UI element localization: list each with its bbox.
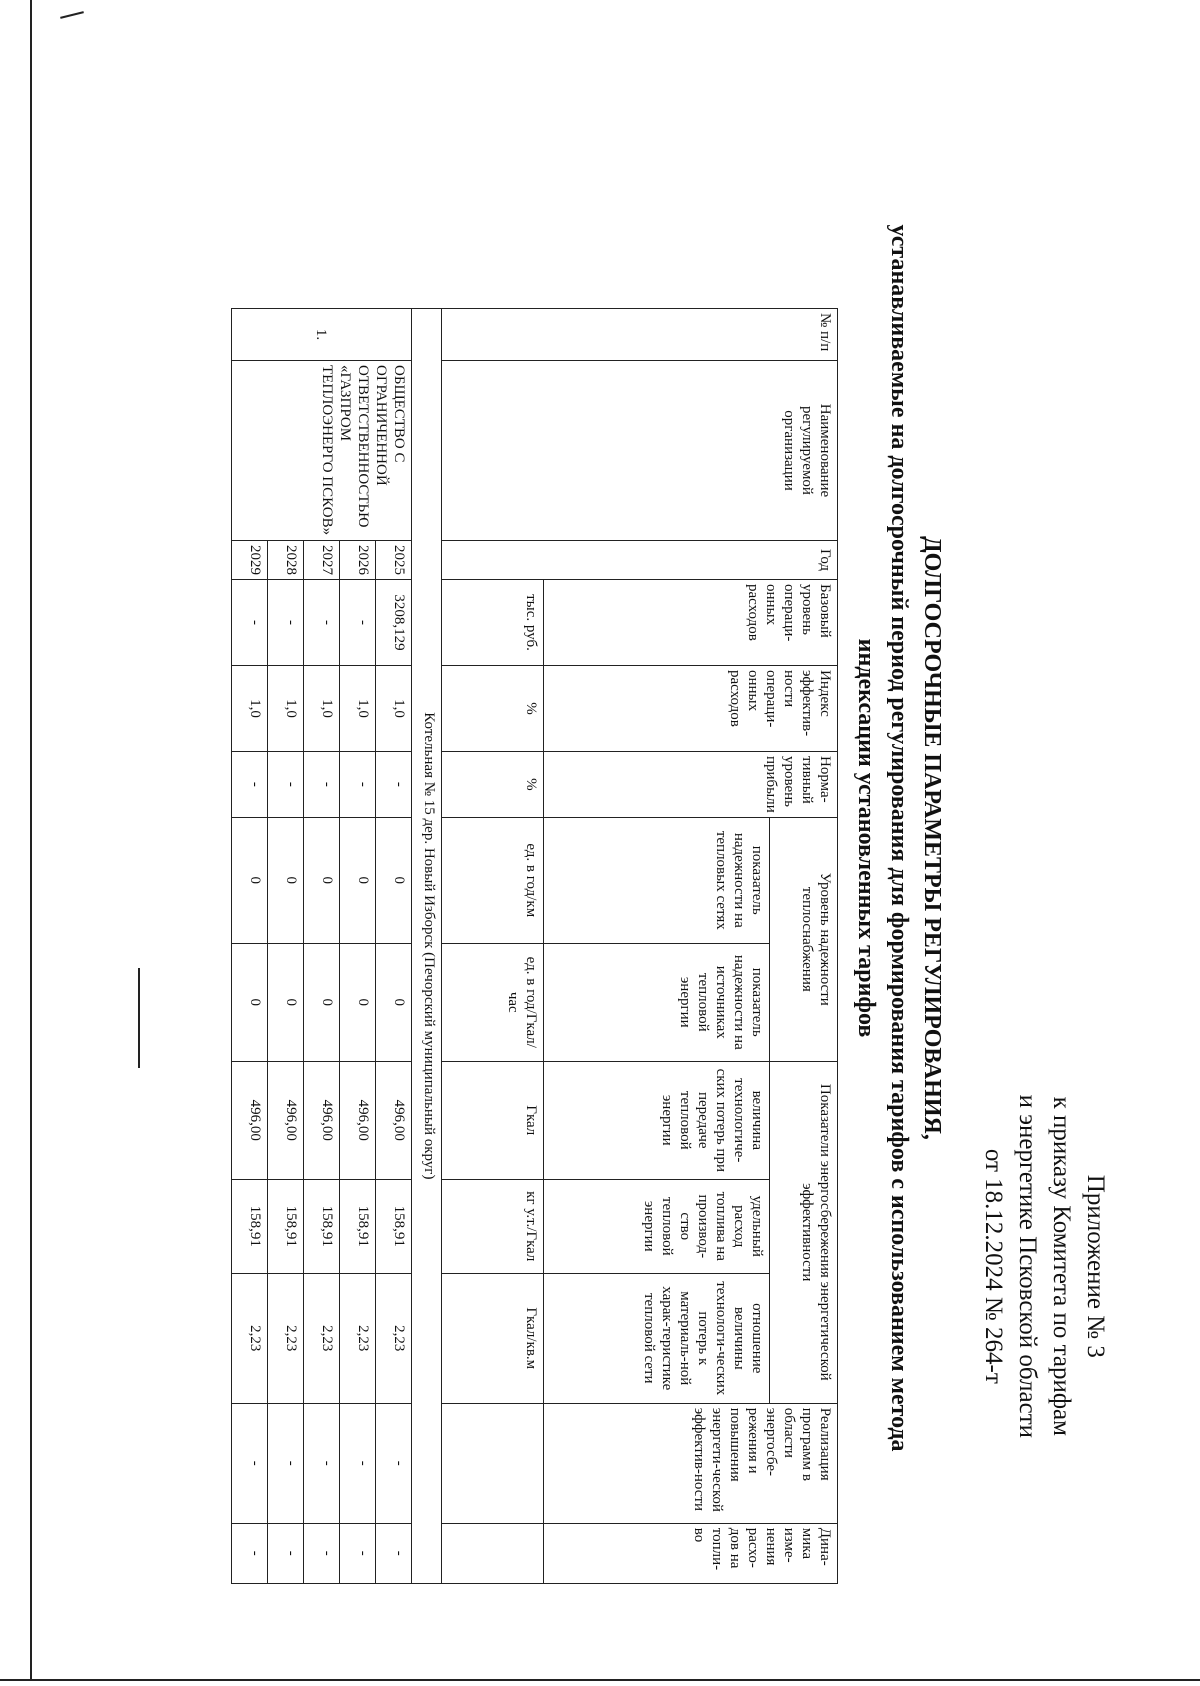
cell-losses: 496,00 <box>232 1061 268 1179</box>
cell-year: 2028 <box>268 541 304 580</box>
cell-loss-ratio: 2,23 <box>232 1273 268 1403</box>
col-header-fuel: удельный расход топлива на производ-ство тепловой энергии <box>544 1179 770 1273</box>
cell-profit: - <box>304 752 340 818</box>
parameters-table <box>231 308 838 1584</box>
unit-base-costs: тыс. руб. <box>442 580 544 666</box>
section-row <box>412 309 442 1584</box>
cell-profit: - <box>376 752 412 818</box>
cell-base-costs: 3208,129 <box>376 580 412 666</box>
section-title: Котельная № 15 дер. Новый Изборск (Печорский муниципальный округ) <box>412 309 442 1584</box>
cell-losses: 496,00 <box>268 1061 304 1179</box>
col-header-efficiency-index: Индекс эффектив-ности операци-онных расходов <box>544 666 838 752</box>
cell-fuel: 158,91 <box>304 1179 340 1273</box>
cell-loss-ratio: 2,23 <box>376 1273 412 1403</box>
unit-dynamics <box>442 1523 544 1583</box>
appendix-line: от 18.12.2024 № 264-т <box>980 1148 1007 1384</box>
unit-reliability-networks: ед. в год/км <box>442 817 544 943</box>
cell-year: 2026 <box>340 541 376 580</box>
title-line: ДОЛГОСРОЧНЫЕ ПАРАМЕТРЫ РЕГУЛИРОВАНИЯ, <box>919 536 945 1140</box>
cell-losses: 496,00 <box>304 1061 340 1179</box>
unit-profit: % <box>442 752 544 818</box>
cell-programs: - <box>268 1403 304 1523</box>
cell-fuel: 158,91 <box>232 1179 268 1273</box>
col-header-dynamics: Дина-мика изме-нения расхо-дов на топли-во <box>544 1523 838 1583</box>
cell-year: 2027 <box>304 541 340 580</box>
cell-base-costs: - <box>304 580 340 666</box>
cell-year: 2029 <box>232 541 268 580</box>
cell-reliability-networks: 0 <box>268 817 304 943</box>
cell-efficiency-index: 1,0 <box>376 666 412 752</box>
cell-losses: 496,00 <box>376 1061 412 1179</box>
appendix-line: и энергетике Псковской области <box>1014 1094 1041 1438</box>
cell-reliability-networks: 0 <box>376 817 412 943</box>
row-number: 1. <box>232 309 412 361</box>
cell-efficiency-index: 1,0 <box>232 666 268 752</box>
col-header-energy: Показатели энергосбережения энергетической эффективности <box>770 1061 838 1403</box>
appendix-line: Приложение № 3 <box>1082 1174 1109 1358</box>
cell-dynamics: - <box>304 1523 340 1583</box>
cell-base-costs: - <box>268 580 304 666</box>
cell-reliability-sources: 0 <box>304 943 340 1061</box>
unit-fuel: кг у.т./Гкал <box>442 1179 544 1273</box>
col-header-num: № п/п <box>442 309 838 361</box>
cell-profit: - <box>268 752 304 818</box>
cell-reliability-networks: 0 <box>232 817 268 943</box>
title-line: индексации установленных тарифов <box>853 638 879 1038</box>
col-header-reliability: Уровень надежности теплоснабжения <box>770 817 838 1061</box>
cell-base-costs: - <box>232 580 268 666</box>
cell-efficiency-index: 1,0 <box>304 666 340 752</box>
cell-reliability-sources: 0 <box>376 943 412 1061</box>
cell-loss-ratio: 2,23 <box>340 1273 376 1403</box>
header-row <box>770 309 838 1584</box>
unit-loss-ratio: Гкал/кв.м <box>442 1273 544 1403</box>
cell-base-costs: - <box>340 580 376 666</box>
unit-efficiency-index: % <box>442 666 544 752</box>
col-header-reliability-sources: показатель надежности на источниках тепловой энергии <box>544 943 770 1061</box>
cell-programs: - <box>232 1403 268 1523</box>
col-header-reliability-networks: показатель надежности на тепловых сетях <box>544 817 770 943</box>
cell-reliability-networks: 0 <box>340 817 376 943</box>
col-header-year: Год <box>442 541 838 580</box>
cell-profit: - <box>232 752 268 818</box>
cell-efficiency-index: 1,0 <box>268 666 304 752</box>
cell-loss-ratio: 2,23 <box>268 1273 304 1403</box>
cell-fuel: 158,91 <box>268 1179 304 1273</box>
cell-programs: - <box>340 1403 376 1523</box>
cell-loss-ratio: 2,23 <box>304 1273 340 1403</box>
scan-left-edge <box>30 0 32 1680</box>
col-header-base-costs: Базовый уровень операци-онных расходов <box>544 580 838 666</box>
cell-losses: 496,00 <box>340 1061 376 1179</box>
appendix-note <box>976 1095 1112 1438</box>
scan-artifact-stroke <box>138 968 140 1068</box>
col-header-org: Наименование регулируемой организации <box>442 361 838 541</box>
table-row <box>376 309 412 1584</box>
organization-name: ОБЩЕСТВО С ОГРАНИЧЕННОЙ ОТВЕТСТВЕННОСТЬЮ «ГАЗПРОМ ТЕПЛОЭНЕРГО ПСКОВ» <box>232 361 412 541</box>
unit-reliability-sources: ед. в год/Гкал/ час <box>442 943 544 1061</box>
col-header-loss-ratio: отношение величины технологи-ческих потерь к материаль-ной харак-теристике тепловой сети <box>544 1273 770 1403</box>
cell-reliability-networks: 0 <box>304 817 340 943</box>
scan-artifact-bottom-rule <box>0 1679 1200 1681</box>
cell-efficiency-index: 1,0 <box>340 666 376 752</box>
document-title <box>849 8 948 1668</box>
appendix-line: к приказу Комитета по тарифам <box>1048 1096 1075 1436</box>
col-header-profit: Норма-тивный уровень прибыли <box>544 752 838 818</box>
cell-fuel: 158,91 <box>340 1179 376 1273</box>
cell-programs: - <box>376 1403 412 1523</box>
cell-profit: - <box>340 752 376 818</box>
col-header-losses: величина технологиче-ских потерь при передаче тепловой энергии <box>544 1061 770 1179</box>
cell-dynamics: - <box>232 1523 268 1583</box>
cell-reliability-sources: 0 <box>232 943 268 1061</box>
title-line: устанавливаемые на долгосрочный период регулирования для формирования тарифов с использованием метода <box>886 224 912 1452</box>
col-header-programs: Реализация программ в области энергосбе-режения и повышения энергети-ческой эффектив-ности <box>544 1403 838 1523</box>
cell-dynamics: - <box>268 1523 304 1583</box>
cell-programs: - <box>304 1403 340 1523</box>
unit-programs <box>442 1403 544 1523</box>
unit-losses: Гкал <box>442 1061 544 1179</box>
cell-year: 2025 <box>376 541 412 580</box>
cell-reliability-sources: 0 <box>340 943 376 1061</box>
cell-fuel: 158,91 <box>376 1179 412 1273</box>
rotated-page <box>34 8 1144 1668</box>
cell-dynamics: - <box>340 1523 376 1583</box>
cell-dynamics: - <box>376 1523 412 1583</box>
cell-reliability-sources: 0 <box>268 943 304 1061</box>
